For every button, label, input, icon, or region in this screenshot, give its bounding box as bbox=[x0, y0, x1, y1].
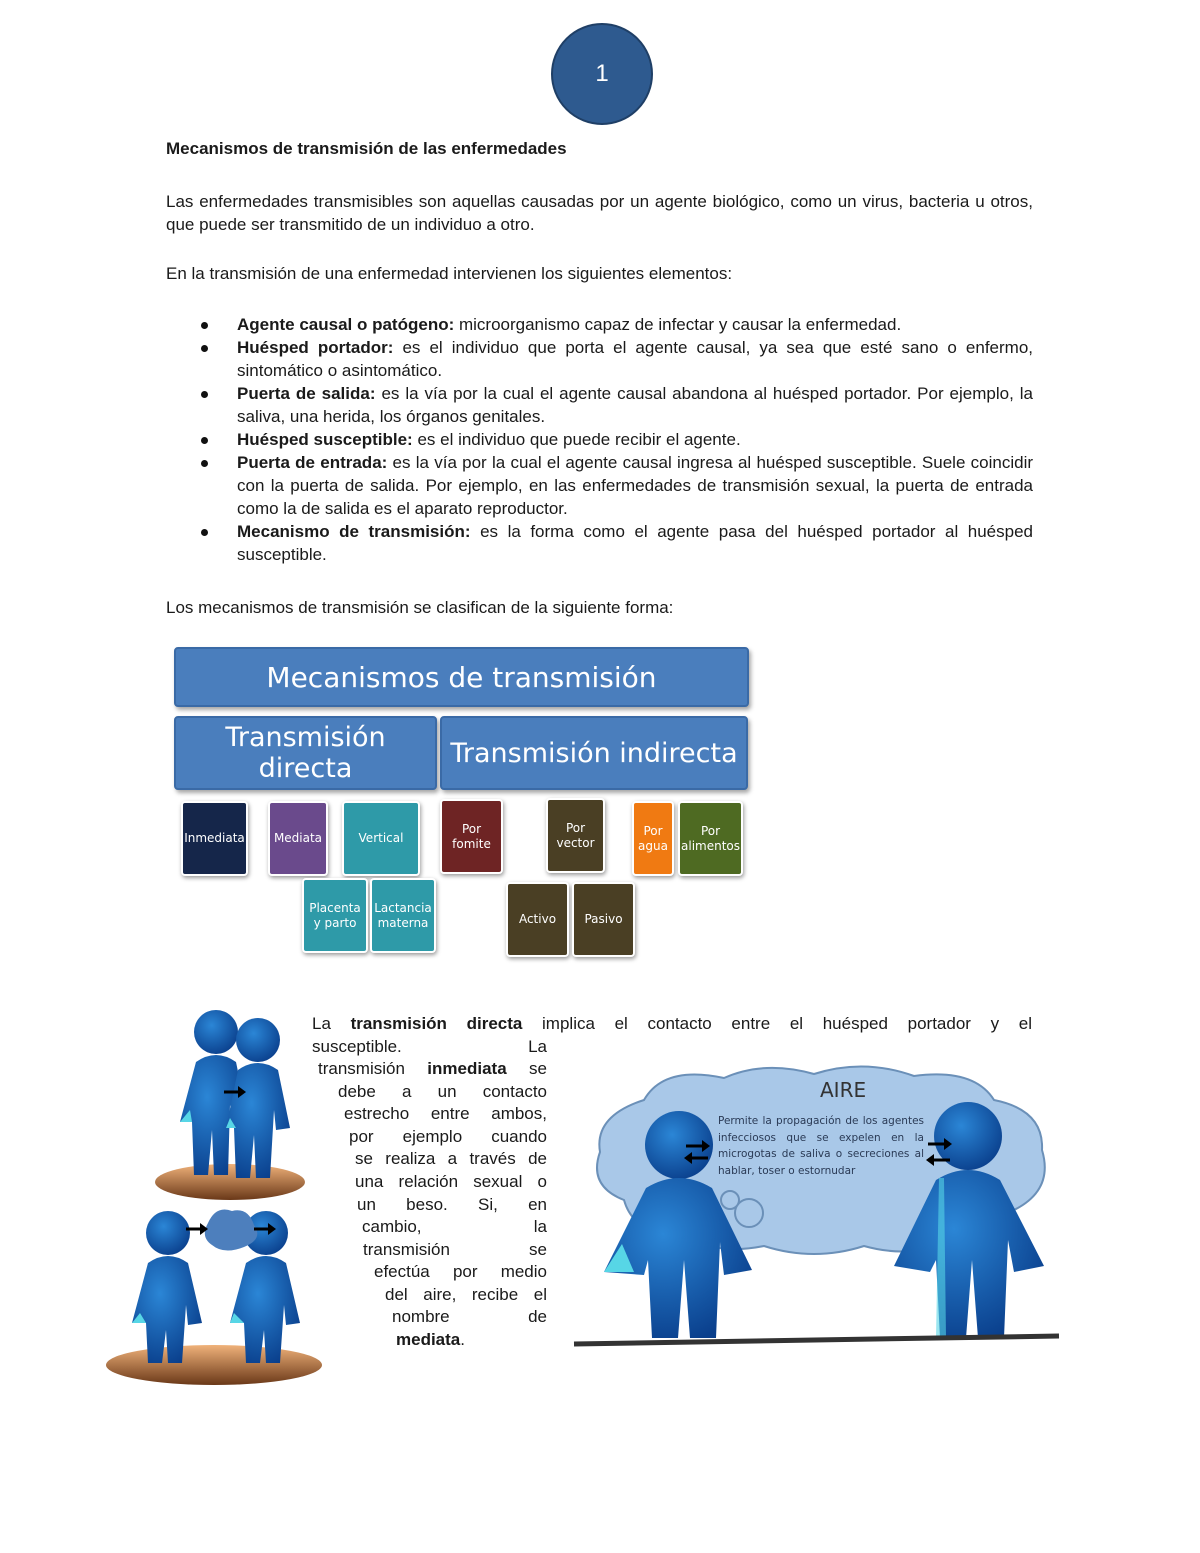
list-item: Huésped portador: es el individuo que porta el agente causal, ya sea que esté sano o enfermo, sintomático o asintomático. bbox=[166, 336, 1033, 382]
diagram-lactancia-box: Lactancia materna bbox=[370, 878, 436, 953]
text-line: transmisión inmediata se bbox=[318, 1059, 547, 1078]
list-item: Puerta de salida: es la vía por la cual el agente causal abandona al huésped portador. Por ejemplo, la saliva, una herida, los órganos genitales. bbox=[166, 382, 1033, 428]
page-title: Mecanismos de transmisión de las enfermedades bbox=[166, 139, 567, 158]
text-line: nombre de bbox=[392, 1307, 547, 1326]
list-item: Agente causal o patógeno: microorganismo capaz de infectar y causar la enfermedad. bbox=[166, 313, 1033, 336]
diagram-vector-box: Por vector bbox=[546, 798, 605, 873]
mediated-contact-illustration bbox=[104, 1195, 324, 1390]
diagram-inmediata-box: Inmediata bbox=[181, 801, 248, 876]
diagram-pasivo-box: Pasivo bbox=[572, 882, 635, 957]
elements-intro: En la transmisión de una enfermedad intervienen los siguientes elementos: bbox=[166, 264, 733, 283]
list-item: Huésped susceptible: es el individuo que puede recibir el agente. bbox=[166, 428, 1033, 451]
air-figure-title: AIRE bbox=[820, 1078, 867, 1102]
air-figure-caption: Permite la propagación de los agentes infecciosos que se expelen en la microgotas de saliva o secreciones al hablar, toser o estornudar bbox=[718, 1115, 924, 1177]
diagram-activo-box: Activo bbox=[506, 882, 569, 957]
direct-contact-illustration bbox=[150, 1010, 310, 1200]
text-line: cambio, la bbox=[362, 1217, 547, 1236]
list-item: Mecanismo de transmisión: es la forma como el agente pasa del huésped portador al huésped susceptible. bbox=[166, 520, 1033, 566]
diagram-root-box: Mecanismos de transmisión bbox=[174, 647, 749, 707]
text-line: efectúa por medio bbox=[374, 1262, 547, 1281]
diagram-vertical-box: Vertical bbox=[342, 801, 420, 876]
text-line: estrecho entre ambos, bbox=[344, 1104, 547, 1123]
list-item: Puerta de entrada: es la vía por la cual el agente causal ingresa al huésped susceptible. Suele coincidir con la puerta de salida. Por ejemplo, en las enfermedades de transmisión sexual, la puerta de entrada como la de salida es el aparato reproductor. bbox=[166, 451, 1033, 520]
text-line: debe a un contacto bbox=[338, 1082, 547, 1101]
text-line: del aire, recibe el bbox=[385, 1285, 547, 1304]
diagram-direct-box: Transmisión directa bbox=[174, 716, 437, 790]
page-number-badge: 1 bbox=[551, 23, 653, 125]
intro-paragraph: Las enfermedades transmisibles son aquellas causadas por un agente biológico, como un virus, bacteria u otros, que puede ser transmitido de un individuo a otro. bbox=[166, 192, 1033, 234]
diagram-alimentos-box: Por alimentos bbox=[678, 801, 743, 876]
text-line: se realiza a través de bbox=[355, 1149, 547, 1168]
diagram-agua-box: Por agua bbox=[632, 801, 674, 876]
text-line: un beso. Si, en bbox=[357, 1195, 547, 1214]
diagram-fomite-box: Por fomite bbox=[440, 799, 503, 874]
text-line: una relación sexual o bbox=[355, 1172, 547, 1191]
diagram-mediata-box: Mediata bbox=[268, 801, 328, 876]
text-line: mediata. bbox=[396, 1330, 465, 1349]
text-line: transmisión se bbox=[363, 1240, 547, 1259]
diagram-indirect-box: Transmisión indirecta bbox=[440, 716, 748, 790]
elements-list bbox=[166, 313, 1033, 566]
text-line: por ejemplo cuando bbox=[349, 1127, 547, 1146]
air-transmission-illustration bbox=[574, 1060, 1084, 1352]
direct-transmission-line1: La transmisión directa implica el contacto entre el huésped portador y el bbox=[312, 1014, 1032, 1033]
diagram-placenta-box: Placenta y parto bbox=[302, 878, 368, 953]
classify-intro: Los mecanismos de transmisión se clasifican de la siguiente forma: bbox=[166, 598, 674, 617]
direct-transmission-line2: susceptible. La bbox=[312, 1037, 547, 1056]
